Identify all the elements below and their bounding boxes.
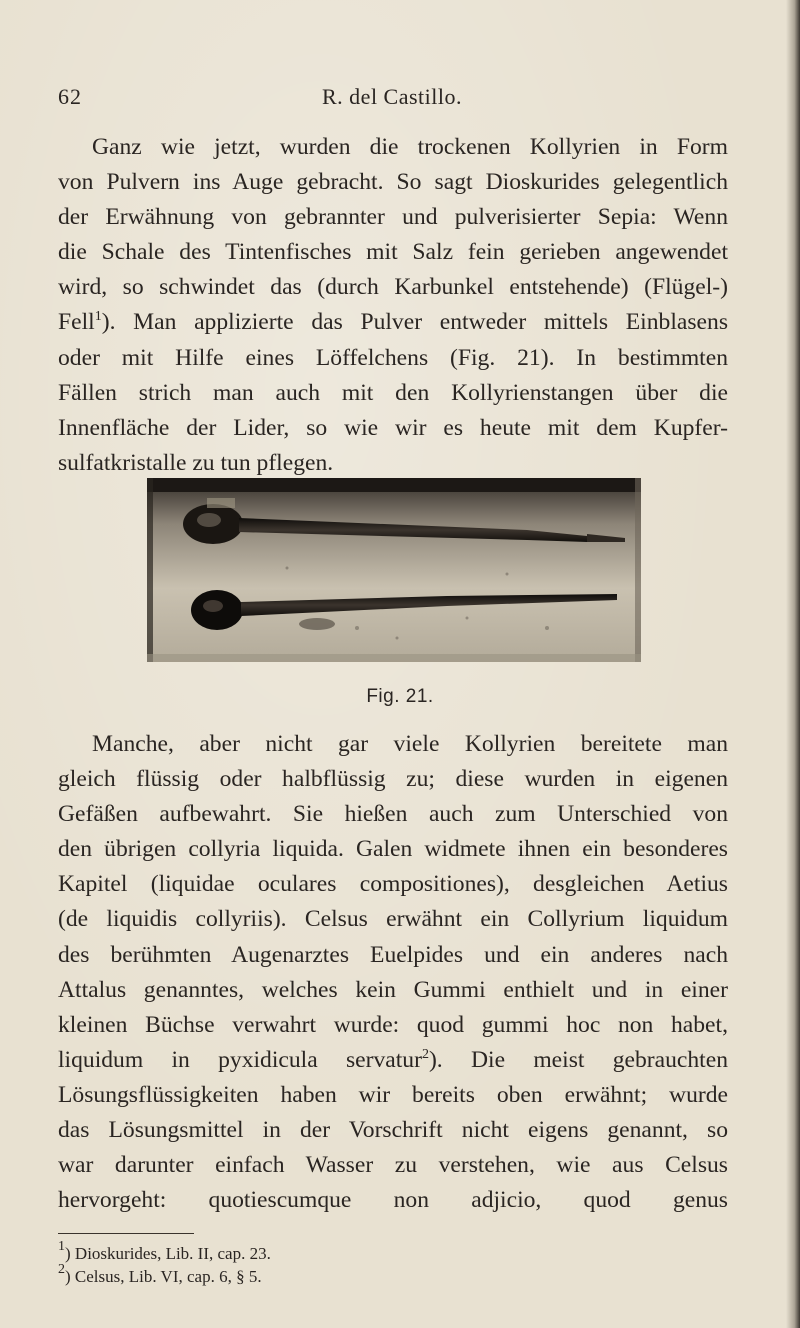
paragraph-1 bbox=[58, 130, 728, 481]
text-line: hervorgeht: quotiescumque non adjicio, quod genus bbox=[58, 1187, 728, 1214]
text-line: Innenfläche der Lider, so wie wir es heute mit dem Kupfer- bbox=[58, 414, 728, 441]
footnote-2 bbox=[58, 1262, 271, 1288]
text-line: die Schale des Tintenfisches mit Salz fein gerieben angewendet bbox=[58, 239, 728, 266]
text-line-with-footnote bbox=[58, 1043, 728, 1078]
footnote-text: ) Celsus, Lib. VI, cap. 6, § 5. bbox=[65, 1267, 262, 1286]
text-line-with-footnote bbox=[58, 305, 728, 340]
running-title: R. del Castillo. bbox=[322, 84, 462, 109]
text-line: von Pulvern ins Auge gebracht. So sagt Dioskurides gelegentlich bbox=[58, 169, 728, 196]
running-head bbox=[58, 84, 726, 114]
text-line: oder mit Hilfe eines Löffelchens (Fig. 21). In bestimmten bbox=[58, 344, 728, 371]
footnote-rule bbox=[58, 1233, 194, 1234]
text-line: (de liquidis collyriis). Celsus erwähnt ein Collyrium liquidum bbox=[58, 906, 728, 933]
page-number: 62 bbox=[58, 84, 82, 109]
footnote-mark: 2 bbox=[58, 1262, 65, 1277]
text-fragment: ). Man applizierte das Pulver entweder mittels Einblasens bbox=[101, 309, 728, 336]
footnote-1 bbox=[58, 1239, 271, 1265]
text-line: Ganz wie jetzt, wurden die trockenen Kollyrien in Form bbox=[92, 134, 728, 160]
text-fragment: ). Die meist gebrauchten bbox=[428, 1046, 728, 1073]
footnote-text: ) Dioskurides, Lib. II, cap. 23. bbox=[65, 1244, 271, 1263]
text-line: den übrigen collyria liquida. Galen widmete ihnen ein besonderes bbox=[58, 836, 728, 863]
text-line: Gefäßen aufbewahrt. Sie hießen auch zum Unterschied von bbox=[58, 801, 728, 828]
text-line: Fällen strich man auch mit den Kollyrienstangen über die bbox=[58, 379, 728, 406]
text-line: Manche, aber nicht gar viele Kollyrien bereitete man bbox=[92, 731, 728, 757]
text-line: Attalus genanntes, welches kein Gummi enthielt und in einer bbox=[58, 976, 728, 1003]
text-line: war darunter einfach Wasser zu verstehen, wie aus Celsus bbox=[58, 1152, 728, 1179]
text-line: Kapitel (liquidae oculares compositiones), desgleichen Aetius bbox=[58, 871, 728, 898]
text-line: das Lösungsmittel in der Vorschrift nicht eigens genannt, so bbox=[58, 1117, 728, 1144]
footnote-mark: 1 bbox=[58, 1239, 65, 1254]
page-edge-shadow bbox=[786, 0, 800, 1328]
text-fragment: Fell bbox=[58, 309, 95, 336]
text-line: sulfatkristalle zu tun pflegen. bbox=[58, 449, 334, 476]
footnote-reference[interactable]: 1 bbox=[94, 309, 102, 325]
text-line: Lösungsflüssigkeiten haben wir bereits oben erwähnt; wurde bbox=[58, 1081, 728, 1108]
text-line: kleinen Büchse verwahrt wurde: quod gummi hoc non habet, bbox=[58, 1011, 728, 1038]
text-line: der Erwähnung von gebrannter und pulverisierter Sepia: Wenn bbox=[58, 204, 728, 231]
figure-caption: Fig. 21. bbox=[366, 686, 434, 707]
footnote-reference[interactable]: 2 bbox=[421, 1046, 429, 1062]
text-line: gleich flüssig oder halbflüssig zu; diese wurden in eigenen bbox=[58, 766, 728, 793]
spoons-illustration bbox=[147, 478, 641, 662]
figure-spoons-photo bbox=[147, 478, 641, 662]
text-fragment: liquidum in pyxidicula servatur bbox=[58, 1046, 422, 1073]
footnotes bbox=[58, 1239, 271, 1288]
text-line: des berühmten Augenarztes Euelpides und ein anderes nach bbox=[58, 941, 728, 968]
text-line: wird, so schwindet das (durch Karbunkel entstehende) (Flügel-) bbox=[58, 274, 728, 301]
paragraph-2 bbox=[58, 727, 728, 1218]
